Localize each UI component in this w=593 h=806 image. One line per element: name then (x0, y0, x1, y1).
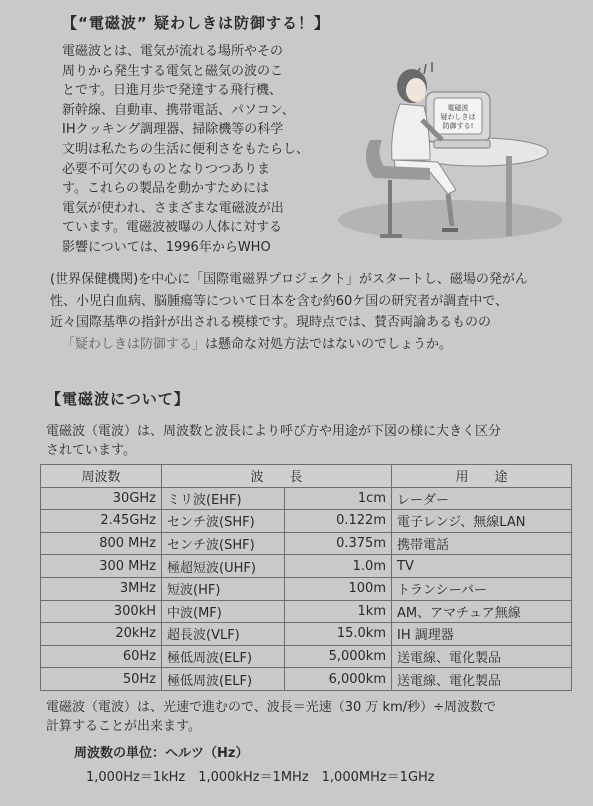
intro-line: (世界保健機関)を中心に「国際電磁界プロジェクト」がスタートし、磁場の発がん (50, 272, 528, 287)
cell-frequency: 60Hz (41, 645, 162, 668)
classification-line: されています。 (46, 443, 136, 458)
table-row (41, 577, 572, 600)
cell-band-name: 極低周波(ELF) (162, 668, 285, 691)
intro-line: 影響については、1996年からWHO (62, 239, 271, 255)
intro-line: 周りから発生する電気と磁気の波のこ (62, 63, 284, 79)
cell-frequency: 50Hz (41, 668, 162, 691)
intro-line: 必要不可欠のものとなりつつありま (62, 161, 271, 177)
wavelength-formula-note (46, 698, 576, 736)
screen-text-line: 疑わしきは (440, 113, 476, 121)
cell-wavelength: 1.0m (285, 555, 392, 578)
cell-frequency: 30GHz (41, 487, 162, 510)
intro-paragraph (62, 42, 312, 258)
screen-text-line: 防御する! (442, 122, 474, 130)
frequency-table (40, 464, 572, 691)
cell-use: 電子レンジ、無線LAN (392, 510, 572, 533)
table-row (41, 600, 572, 623)
header-wavelength: 波 長 (162, 465, 392, 488)
cell-band-name: 短波(HF) (162, 577, 285, 600)
cell-use: AM、アマチュア無線 (392, 600, 572, 623)
intro-line: 性、小児白血病、脳腫瘍等について日本を含む約60ケ国の研究者が調査中で、 (50, 293, 509, 309)
intro-line: IHクッキング調理器、掃除機等の科学 (62, 122, 284, 138)
cell-use: トランシーバー (392, 577, 572, 600)
table-row (41, 532, 572, 555)
intro-line: 電磁波とは、電気が流れる場所やその (62, 44, 284, 59)
cell-wavelength: 0.122m (285, 510, 392, 533)
section-title-emf-defense: 【“電磁波” 疑わしきは防御する！】 (62, 14, 330, 32)
cell-frequency: 800 MHz (41, 532, 162, 555)
intro-line: 近々国際基準の指針が出される模様です。現時点では、賛否両論あるものの (50, 315, 491, 330)
cell-band-name: 中波(MF) (162, 600, 285, 623)
cell-frequency: 300 MHz (41, 555, 162, 578)
conclusion-text: は懸命な対処方法ではないのでしょうか。 (205, 336, 453, 352)
cell-use: TV (392, 555, 572, 578)
cell-use: レーダー (392, 487, 572, 510)
cell-wavelength: 1km (285, 600, 392, 623)
table-header-row (41, 465, 572, 488)
intro-line: 電気が使われ、さまざまな電磁波が出 (62, 200, 284, 216)
table-row (41, 555, 572, 578)
cell-wavelength: 5,000km (285, 645, 392, 668)
cell-use: IH 調理器 (392, 623, 572, 646)
table-row (41, 623, 572, 646)
cell-frequency: 20kHz (41, 623, 162, 646)
header-frequency: 周波数 (41, 465, 162, 488)
cell-band-name: ミリ波(EHF) (162, 487, 285, 510)
cell-band-name: センチ波(SHF) (162, 532, 285, 555)
intro-line: す。これらの製品を動かすためには (62, 181, 269, 197)
note-line: 電磁波（電波）は、光速で進むので、波長＝光速（30 万 km/秒）÷周波数で (46, 700, 497, 715)
frequency-unit-title: 周波数の単位：ヘルツ（Hz） (74, 746, 249, 761)
cell-band-name: センチ波(SHF) (162, 510, 285, 533)
cell-band-name: 極低周波(ELF) (162, 645, 285, 668)
cell-frequency: 300kH (41, 600, 162, 623)
cell-wavelength: 1cm (285, 487, 392, 510)
cell-band-name: 極超短波(UHF) (162, 555, 285, 578)
illustration-woman-at-computer (330, 40, 570, 250)
table-row (41, 668, 572, 691)
table-row (41, 510, 572, 533)
screen-text-line: 電磁波 (447, 104, 469, 112)
header-use: 用 途 (392, 465, 572, 488)
cell-frequency: 3MHz (41, 577, 162, 600)
section-title-about-emf: 【電磁波について】 (46, 390, 190, 408)
unit-conversion: 1,000Hz＝1kHz 1,000kHz＝1MHz 1,000MHz＝1GHz (86, 770, 435, 785)
intro-line-conclusion (50, 334, 570, 356)
classification-text (46, 422, 576, 460)
note-line: 計算することが出来ます。 (46, 719, 201, 734)
table-row (41, 487, 572, 510)
cell-band-name: 超長波(VLF) (162, 623, 285, 646)
cell-wavelength: 100m (285, 577, 392, 600)
accent-phrase: 「疑わしきは防御する」 (62, 336, 206, 352)
intro-line: 新幹線、自動車、携帯電話、パソコン、 (62, 102, 295, 118)
intro-line: ています。電磁波被曝の人体に対する (62, 220, 282, 236)
cell-frequency: 2.45GHz (41, 510, 162, 533)
cell-wavelength: 0.375m (285, 532, 392, 555)
cell-use: 携帯電話 (392, 532, 572, 555)
intro-paragraph-continued (50, 269, 570, 355)
intro-line: とです。日進月歩で発達する飛行機、 (62, 83, 282, 99)
cell-use: 送電線、電化製品 (392, 668, 572, 691)
cell-wavelength: 15.0km (285, 623, 392, 646)
cell-use: 送電線、電化製品 (392, 645, 572, 668)
cell-wavelength: 6,000km (285, 668, 392, 691)
table-row (41, 645, 572, 668)
intro-line: 文明は私たちの生活に便利さをもたらし、 (62, 141, 310, 157)
classification-line: 電磁波（電波）は、周波数と波長により呼び方や用途が下図の様に大きく区分 (46, 424, 502, 439)
